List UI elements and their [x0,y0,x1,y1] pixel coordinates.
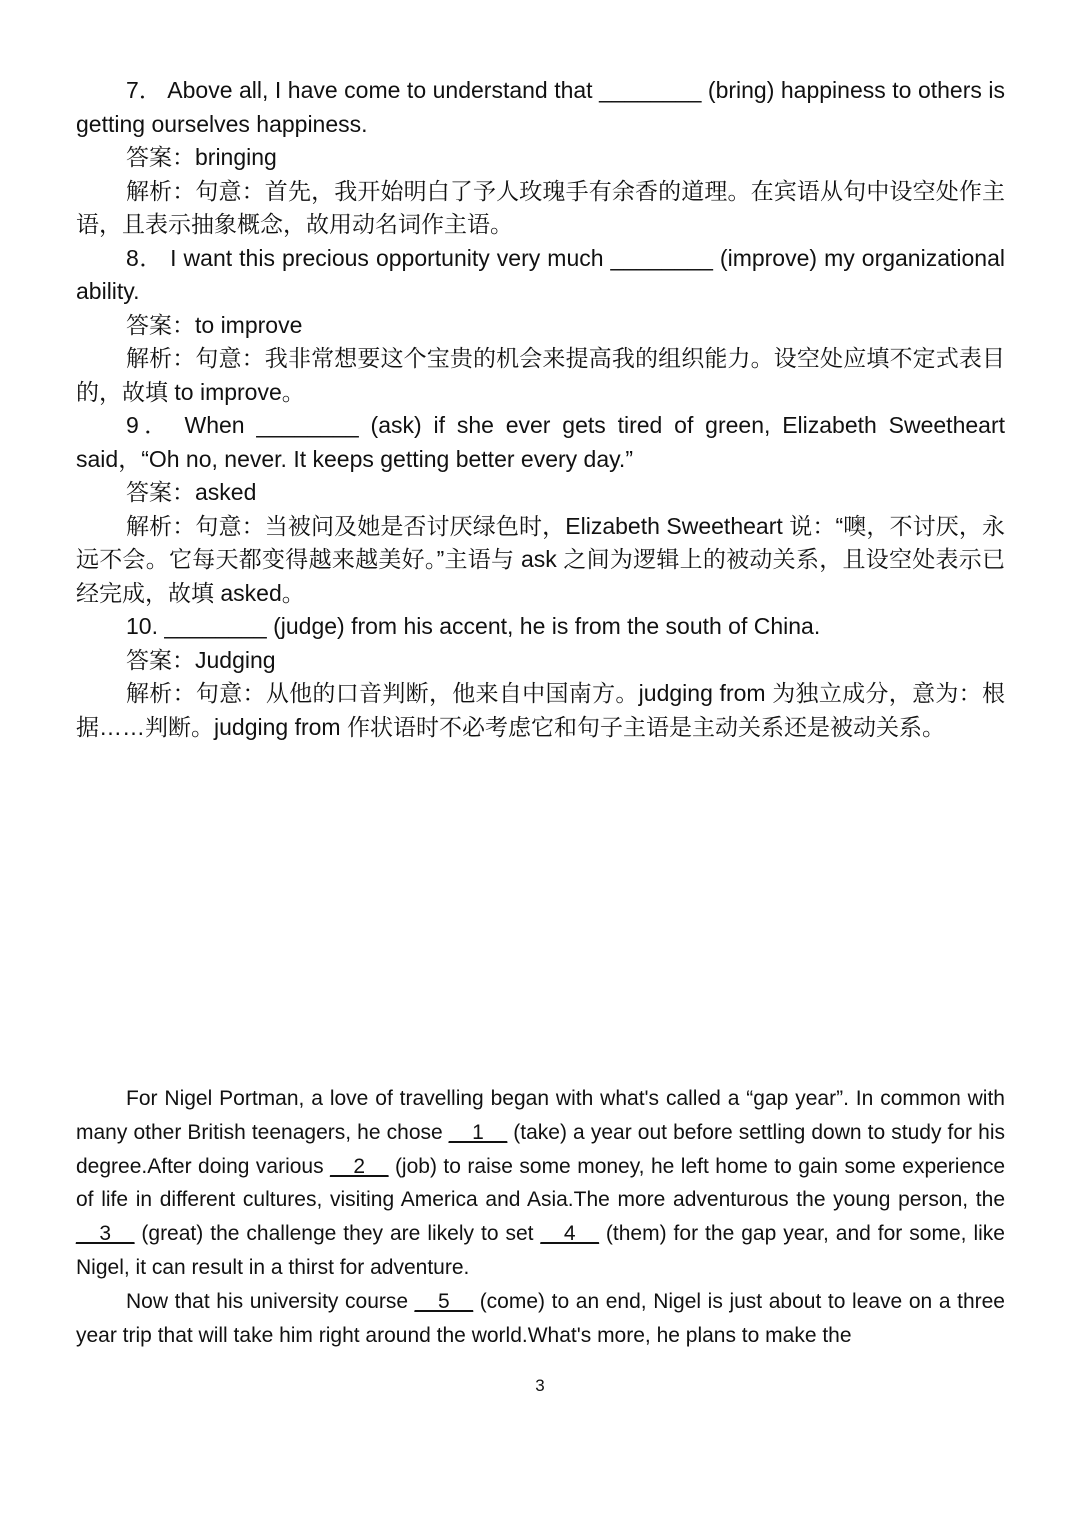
passage-paragraph-1 [76,1082,1005,1285]
analysis-text: 解析：句意：首先，我开始明白了予人玫瑰手有余香的道理。在宾语从句中设空处作主语，且表示抽象概念，故用动名词作主语。 [76,177,1005,237]
question-7 [76,74,1005,242]
passage-text: (great) the challenge they are likely to set [134,1222,541,1246]
blank-3: __3__ [76,1222,135,1246]
passage-text: Now that his university course [126,1289,415,1313]
question-text: 10. ________ (judge) from his accent, he is from the south of China. [126,613,821,639]
analysis-text: 解析：句意：从他的口音判断，他来自中国南方。judging from 为独立成分，意为：根据……判断。judging from 作状语时不必考虑它和句子主语是主动关系还是被动关系。 [76,680,1005,740]
question-text: 8． I want this precious opportunity very much ________ (improve) my organizational ability. [76,244,1005,304]
blank-2: __2__ [330,1154,389,1178]
answer-text: 答案：bringing [126,144,277,170]
passage-text: (job) to raise some money, he left home to gain some experience of life in different cultures, visiting America and Asia.The more adventurous the young person, the [76,1154,1005,1212]
question-8 [76,242,1005,410]
analysis-text: 解析：句意：我非常想要这个宝贵的机会来提高我的组织能力。设空处应填不定式表目的，故填 to improve。 [76,345,1005,405]
blank-1: __1__ [448,1120,508,1144]
blank-5: __5__ [414,1289,474,1313]
page-number: 3 [535,1376,545,1395]
analysis-text: 解析：句意：当被问及她是否讨厌绿色时，Elizabeth Sweetheart 说：“噢，不讨厌，永远不会。它每天都变得越来越美好。”主语与 ask 之间为逻辑上的被动关系，且设空处表示已经完成，故填 asked。 [76,512,1005,606]
answer-text: 答案：to improve [126,311,303,338]
passage-text: (them) for the gap year, and for some, like Nigel, it can result in a thirst for adventure. [76,1222,1005,1279]
question-10 [76,610,1005,744]
question-text: 9． When ________ (ask) if she ever gets tired of green, Elizabeth Sweetheart said，“Oh no, never. It keeps getting better every day.” [76,412,1005,472]
question-text: 7． Above all, I have come to understand that ________ (bring) happiness to others is getting ourselves happiness. [76,77,1005,137]
passage-paragraph-2 [76,1285,1005,1353]
reading-passage [76,1082,1005,1352]
answer-text: 答案：Judging [126,646,276,673]
passage-text: (come) to an end, Nigel is just about to leave on a three year trip that will take him right around the world.What's more, he plans to make the [76,1289,1005,1347]
passage-text: For Nigel Portman, a love of travelling began with what's called a “gap year”. In common with many other British teenagers, he chose [76,1087,1005,1144]
passage-text: (take) a year out before settling down to study for his degree.After doing various [76,1120,1005,1178]
answer-text: 答案：asked [126,479,257,505]
blank-4: __4__ [540,1222,599,1246]
question-9 [76,409,1005,610]
exercise-section [76,74,1005,744]
